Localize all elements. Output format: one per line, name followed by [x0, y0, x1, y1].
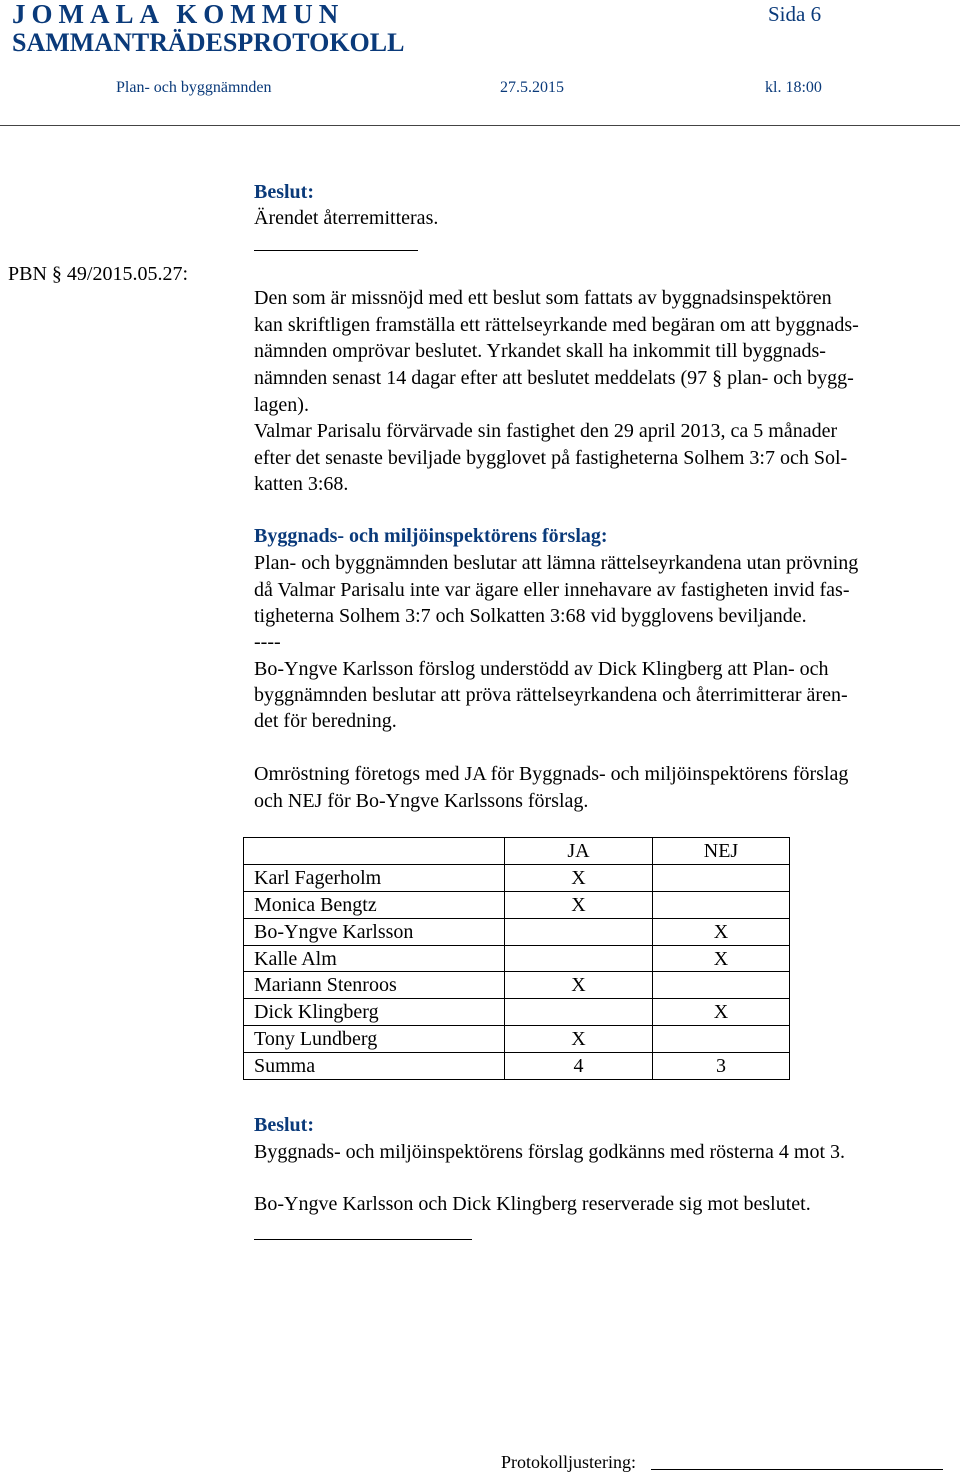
vote-sum-row	[244, 1053, 790, 1080]
vote-table-header-row	[244, 838, 790, 865]
background-line-1: Valmar Parisalu förvärvade sin fastighet den 29 april 2013, ca 5 månader	[254, 420, 838, 442]
vote-ja-cell	[505, 999, 653, 1026]
appeal-line-1: Den som är missnöjd med ett beslut som fattats av byggnadsinspektören	[254, 287, 832, 309]
page-number: Sida 6	[768, 2, 822, 26]
voter-name: Karl Fagerholm	[244, 864, 505, 891]
voter-name: Kalle Alm	[244, 945, 505, 972]
vote-sum-nej: 3	[653, 1053, 790, 1080]
appeal-line-3: nämnden omprövar beslutet. Yrkandet skall ha inkommit till byggnads-	[254, 340, 826, 362]
vote-ja-cell: X	[505, 972, 653, 999]
municipality-name: JOMALA KOMMUN	[12, 0, 345, 29]
appeal-line-2: kan skriftligen framställa ett rättelseyrkande med begäran om att byggnads-	[254, 314, 859, 336]
first-decision-heading: Beslut:	[254, 181, 314, 203]
proposal-line-3: tigheterna Solhem 3:7 och Solkatten 3:68 vid bygglovens beviljande.	[254, 605, 807, 627]
vote-nej-cell	[653, 972, 790, 999]
case-id: PBN § 49/2015.05.27:	[8, 263, 189, 285]
reservation-text: Bo-Yngve Karlsson och Dick Klingberg reserverade sig mot beslutet.	[254, 1193, 811, 1215]
vote-nej-cell: X	[653, 945, 790, 972]
appeal-line-5: lagen).	[254, 394, 309, 416]
voter-name: Bo-Yngve Karlsson	[244, 918, 505, 945]
voter-name: Mariann Stenroos	[244, 972, 505, 999]
signature-line	[651, 1469, 943, 1470]
vote-header-name	[244, 838, 505, 865]
background-line-3: katten 3:68.	[254, 473, 349, 495]
meeting-time: kl. 18:00	[765, 79, 822, 96]
background-line-2: efter det senaste beviljade bygglovet på fastigheterna Solhem 3:7 och Sol-	[254, 447, 848, 469]
meeting-date: 27.5.2015	[500, 79, 564, 96]
counter-proposal-line-3: det för beredning.	[254, 710, 397, 732]
vote-nej-cell: X	[653, 918, 790, 945]
vote-nej-cell: X	[653, 999, 790, 1026]
proposal-line-1: Plan- och byggnämnden beslutar att lämna rättelseyrkandena utan prövning	[254, 552, 859, 574]
vote-header-ja: JA	[505, 838, 653, 865]
proposal-line-2: då Valmar Parisalu inte var ägare eller innehavare av fastigheten invid fas-	[254, 579, 850, 601]
table-row	[244, 891, 790, 918]
table-row	[244, 918, 790, 945]
vote-header-nej: NEJ	[653, 838, 790, 865]
vote-nej-cell	[653, 1026, 790, 1053]
voter-name: Tony Lundberg	[244, 1026, 505, 1053]
first-decision-text: Ärendet återremitteras.	[254, 207, 439, 229]
vote-intro-line-1: Omröstning företogs med JA för Byggnads- och miljöinspektörens förslag	[254, 763, 849, 785]
end-separator-line	[254, 1239, 472, 1240]
vote-ja-cell: X	[505, 864, 653, 891]
final-decision-heading: Beslut:	[254, 1114, 314, 1136]
counter-proposal-line-1: Bo-Yngve Karlsson förslog understödd av Dick Klingberg att Plan- och	[254, 658, 829, 680]
proposal-heading: Byggnads- och miljöinspektörens förslag:	[254, 525, 608, 547]
vote-nej-cell	[653, 891, 790, 918]
table-row	[244, 864, 790, 891]
header-divider	[0, 125, 960, 126]
vote-ja-cell: X	[505, 891, 653, 918]
table-row	[244, 1026, 790, 1053]
table-row	[244, 972, 790, 999]
decision-separator-line	[254, 250, 418, 251]
proposal-separator: ----	[254, 631, 281, 653]
table-row	[244, 999, 790, 1026]
vote-table	[243, 837, 790, 1080]
voter-name: Dick Klingberg	[244, 999, 505, 1026]
vote-ja-cell: X	[505, 1026, 653, 1053]
voter-name: Monica Bengtz	[244, 891, 505, 918]
vote-nej-cell	[653, 864, 790, 891]
final-decision-text: Byggnads- och miljöinspektörens förslag godkänns med rösterna 4 mot 3.	[254, 1141, 846, 1163]
vote-sum-ja: 4	[505, 1053, 653, 1080]
document-type: SAMMANTRÄDESPROTOKOLL	[12, 28, 405, 57]
counter-proposal-line-2: byggnämnden beslutar att pröva rättelseyrkandena och återrimitterar ären-	[254, 684, 848, 706]
appeal-line-4: nämnden senast 14 dagar efter att beslutet meddelats (97 § plan- och bygg-	[254, 367, 854, 389]
table-row	[244, 945, 790, 972]
vote-ja-cell	[505, 945, 653, 972]
vote-intro-line-2: och NEJ för Bo-Yngve Karlssons förslag.	[254, 790, 589, 812]
footer-label: Protokolljustering:	[501, 1452, 636, 1472]
vote-sum-label: Summa	[244, 1053, 505, 1080]
vote-ja-cell	[505, 918, 653, 945]
committee-name: Plan- och byggnämnden	[116, 79, 272, 96]
